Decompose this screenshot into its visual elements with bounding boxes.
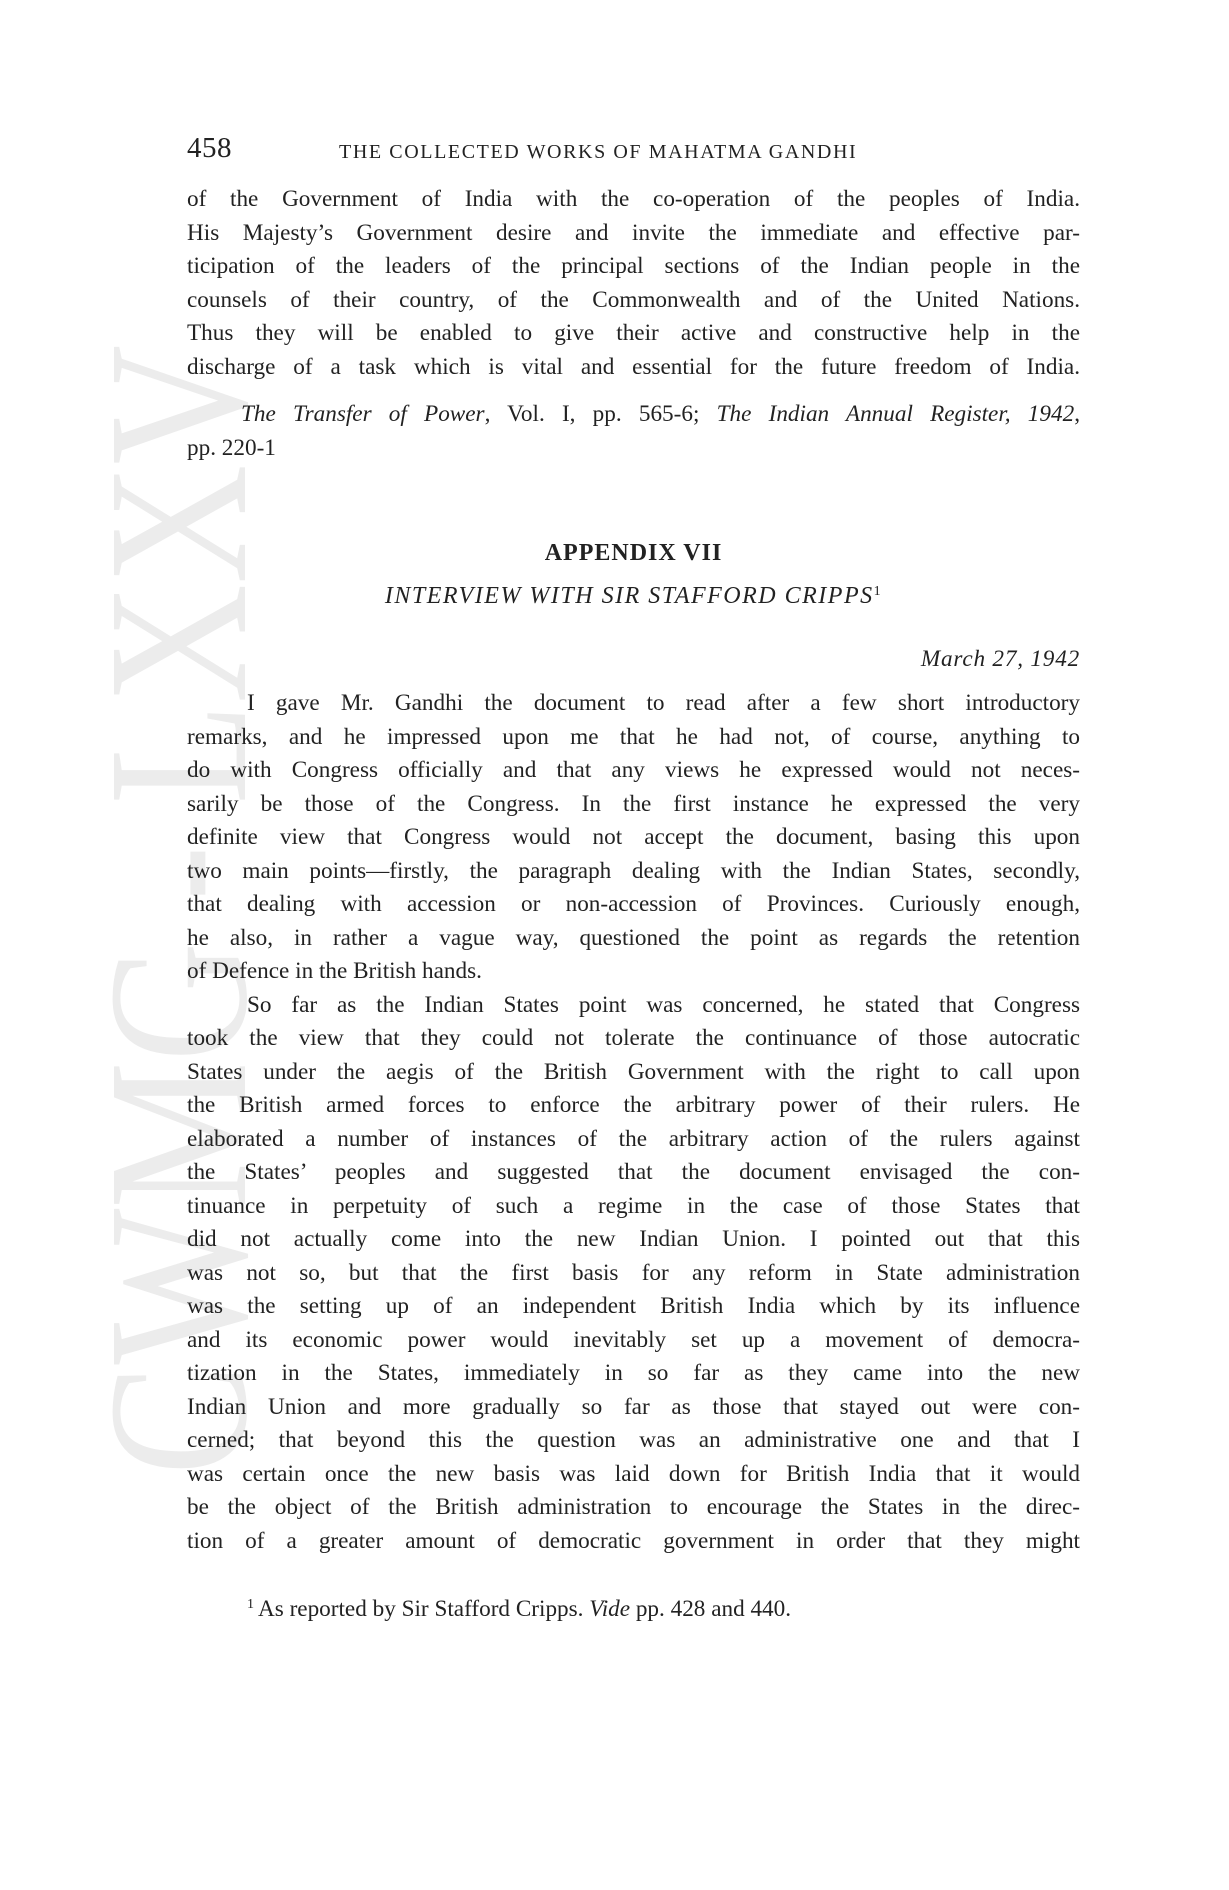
footnote-marker: 1: [247, 1597, 254, 1612]
text-line: elaborated a number of instances of the arbitrary action of the rulers against: [187, 1125, 1080, 1152]
text-line: sarily be those of the Congress. In the first instance he expressed the very: [187, 790, 1080, 817]
interview-heading: [187, 583, 1080, 610]
text-line: was certain once the new basis was laid down for British India that it would: [187, 1460, 1080, 1487]
text-line: of the Government of India with the co-operation of the peoples of India.: [187, 186, 1080, 212]
text-line: cerned; that beyond this the question was an administrative one and that I: [187, 1427, 1080, 1453]
interview-body: [187, 687, 1080, 1558]
text-line: was not so, but that the first basis for any reform in State administration: [187, 1259, 1080, 1286]
text-line: Thus they will be enabled to give their active and constructive help in the: [187, 320, 1080, 346]
text-line: tinuance in perpetuity of such a regime in the case of those States that: [187, 1192, 1080, 1219]
text-line: was the setting up of an independent British India which by its influence: [187, 1293, 1080, 1319]
text-line: two main points—firstly, the paragraph dealing with the Indian States, secondly,: [187, 857, 1080, 884]
text-line: be the object of the British administration to encourage the States in the direc-: [187, 1494, 1080, 1520]
footnote-reference: 1: [873, 584, 883, 599]
source-citation-pages: pp. 220-1: [187, 434, 276, 461]
text-line: definite view that Congress would not accept the document, basing this upon: [187, 824, 1080, 850]
interview-date: March 27, 1942: [920, 646, 1080, 672]
text-line: did not actually come into the new Indian Union. I pointed out that this: [187, 1226, 1080, 1252]
appendix-heading: APPENDIX VII: [544, 540, 723, 566]
text-line: do with Congress officially and that any views he expressed would not neces-: [187, 757, 1080, 783]
text-line: that dealing with accession or non-accession of Provinces. Curiously enough,: [187, 891, 1080, 917]
text-line: he also, in rather a vague way, questioned the point as regards the retention: [187, 924, 1080, 951]
footnote-text-2: pp. 428 and 440.: [630, 1596, 792, 1622]
text-line: of Defence in the British hands.: [187, 958, 482, 984]
text-line: took the view that they could not tolerate the continuance of those autocratic: [187, 1025, 1080, 1051]
interview-heading-text: INTERVIEW WITH SIR STAFFORD CRIPPS: [384, 583, 874, 609]
text-line: and its economic power would inevitably set up a movement of democra-: [187, 1326, 1080, 1353]
source-title-1: The Transfer of Power: [241, 401, 485, 427]
footnote-text-1: As reported by Sir Stafford Cripps.: [258, 1596, 590, 1622]
text-line: remarks, and he impressed upon me that he had not, of course, anything to: [187, 723, 1080, 750]
text-line: His Majesty’s Government desire and invite the immediate and effective par-: [187, 219, 1080, 246]
text-line: Indian Union and more gradually so far as those that stayed out were con-: [187, 1393, 1080, 1420]
text-line: So far as the Indian States point was concerned, he stated that Congress: [247, 991, 1080, 1018]
footnote: [187, 1596, 1080, 1623]
footnote-vide: Vide: [589, 1596, 631, 1622]
source-text-1: , Vol. I, pp. 565-6;: [484, 401, 717, 427]
text-line: tization in the States, immediately in so far as they came into the new: [187, 1360, 1080, 1386]
source-text-2: ,: [1074, 401, 1080, 427]
watermark-text: CWMG LX: [95, 397, 285, 1475]
text-line: ticipation of the leaders of the principal sections of the Indian people in the: [187, 253, 1080, 279]
source-citation-line: [187, 398, 1080, 432]
page-header: [187, 132, 1080, 168]
opening-paragraph: [187, 183, 1080, 384]
text-line: counsels of their country, of the Commonwealth and of the United Nations.: [187, 286, 1080, 313]
text-line: discharge of a task which is vital and essential for the future freedom of India.: [187, 353, 1080, 380]
text-line: States under the aegis of the British Government with the right to call upon: [187, 1058, 1080, 1085]
page-number: 458: [187, 132, 232, 164]
text-line: the States’ peoples and suggested that the document envisaged the con-: [187, 1159, 1080, 1185]
running-head: THE COLLECTED WORKS OF MAHATMA GANDHI: [339, 141, 858, 163]
text-line: the British armed forces to enforce the arbitrary power of their rulers. He: [187, 1092, 1080, 1118]
source-citation: [187, 398, 1080, 465]
source-title-2: The Indian Annual Register, 1942: [716, 401, 1075, 427]
text-line: tion of a greater amount of democratic government in order that they might: [187, 1527, 1080, 1554]
text-line: I gave Mr. Gandhi the document to read after a few short introductory: [247, 690, 1080, 716]
